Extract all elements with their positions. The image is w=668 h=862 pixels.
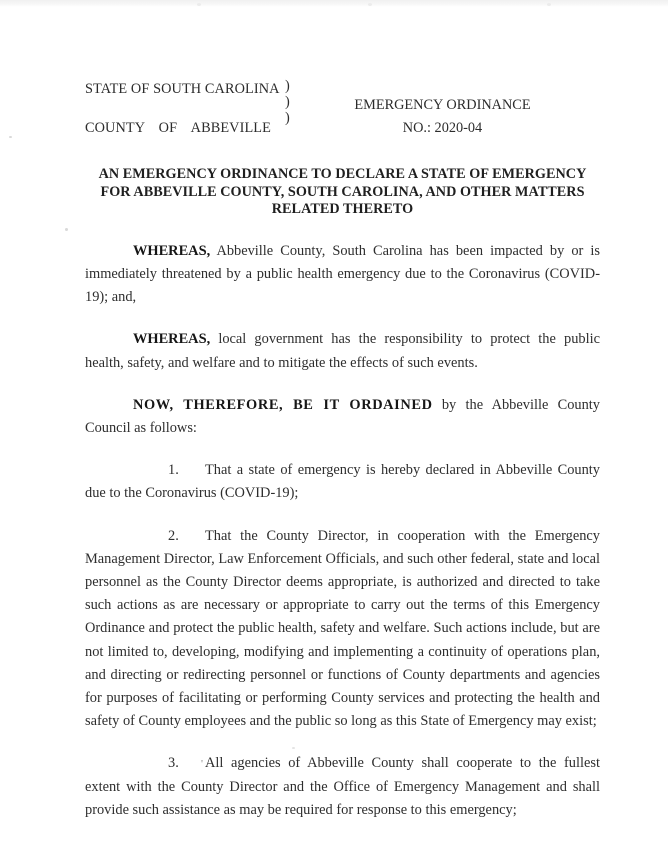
item-number: 2. (168, 527, 179, 544)
ordaining-clause (85, 394, 600, 440)
caption-blank-row (85, 101, 271, 117)
item-text: That a state of emergency is hereby declared in Abbeville County due to the Coronavirus (COVID-19); (85, 462, 600, 502)
of-word: OF (158, 120, 178, 136)
paren-1: ) (285, 78, 290, 94)
caption-left-column (85, 78, 280, 140)
whereas-lead-1: WHEREAS, (133, 242, 211, 259)
paren-3: ) (285, 110, 290, 126)
ordinance-item-1 (85, 459, 600, 505)
abbeville-word: ABBEVILLE (190, 120, 271, 136)
whereas-paragraph-1 (85, 240, 600, 310)
item-number: 3. (168, 755, 179, 772)
item-text: That the County Director, in cooperation with the Emergency Management Director, Law Enforcement Officials, and such other federal, state and local personnel as the County Director deems appropriate, is authorized and directed to take such actions as are necessary or appropriate to carry out the terms of this Emergency Ordinance and protect the public health, safety and welfare. Such actions include, but are not limited to, developing, modifying and implementing a continuity of operations plan, and directing or redirecting personnel or functions of County departments and agencies for purposes of facilitating or performing County services and protecting the health and safety of County employees and the public so long as this State of Emergency may exist; (85, 527, 600, 730)
county-line (85, 117, 271, 140)
paren-2: ) (285, 94, 290, 110)
scan-artifact-mark: ' (201, 758, 203, 771)
document-body (85, 0, 600, 836)
whereas-text-1: Abbeville County, South Carolina has been impacted by or is immediately threatened by a public health emergency due to the Coronavirus (COVID-19); and, (85, 242, 600, 306)
document-title: AN EMERGENCY ORDINANCE TO DECLARE A STATE OF EMERGENCY FOR ABBEVILLE COUNTY, SOUTH CAROLINA, AND OTHER MATTERS RELATED THERETO (98, 166, 587, 218)
ordaining-text: by the Abbeville County Council as follows: (85, 396, 600, 436)
county-word: COUNTY (85, 120, 146, 136)
caption-block (85, 78, 600, 140)
ordaining-lead: NOW, THEREFORE, BE IT ORDAINED (133, 396, 433, 413)
whereas-text-2: local government has the responsibility to protect the public health, safety, and welfare and to mitigate the effects of such events. (85, 331, 600, 371)
ordinance-item-2 (85, 525, 600, 734)
whereas-paragraph-2 (85, 328, 600, 374)
scan-speck (65, 228, 68, 231)
item-number: 1. (168, 462, 179, 479)
caption-right-column (300, 94, 585, 140)
whereas-lead-2: WHEREAS, (133, 331, 211, 348)
ordinance-item-3 (85, 752, 600, 822)
item-text: All agencies of Abbeville County shall cooperate to the fullest extent with the County Director and the Office of Emergency Management and shall provide such assistance as may be required for response to this emergency; (85, 755, 600, 818)
state-line: STATE OF SOUTH CAROLINA (85, 81, 280, 97)
ordinance-label: EMERGENCY ORDINANCE (354, 97, 531, 113)
scan-speck (9, 136, 12, 138)
caption-paren-column (285, 78, 290, 126)
ordinance-number: NO.: 2020-04 (402, 120, 483, 136)
